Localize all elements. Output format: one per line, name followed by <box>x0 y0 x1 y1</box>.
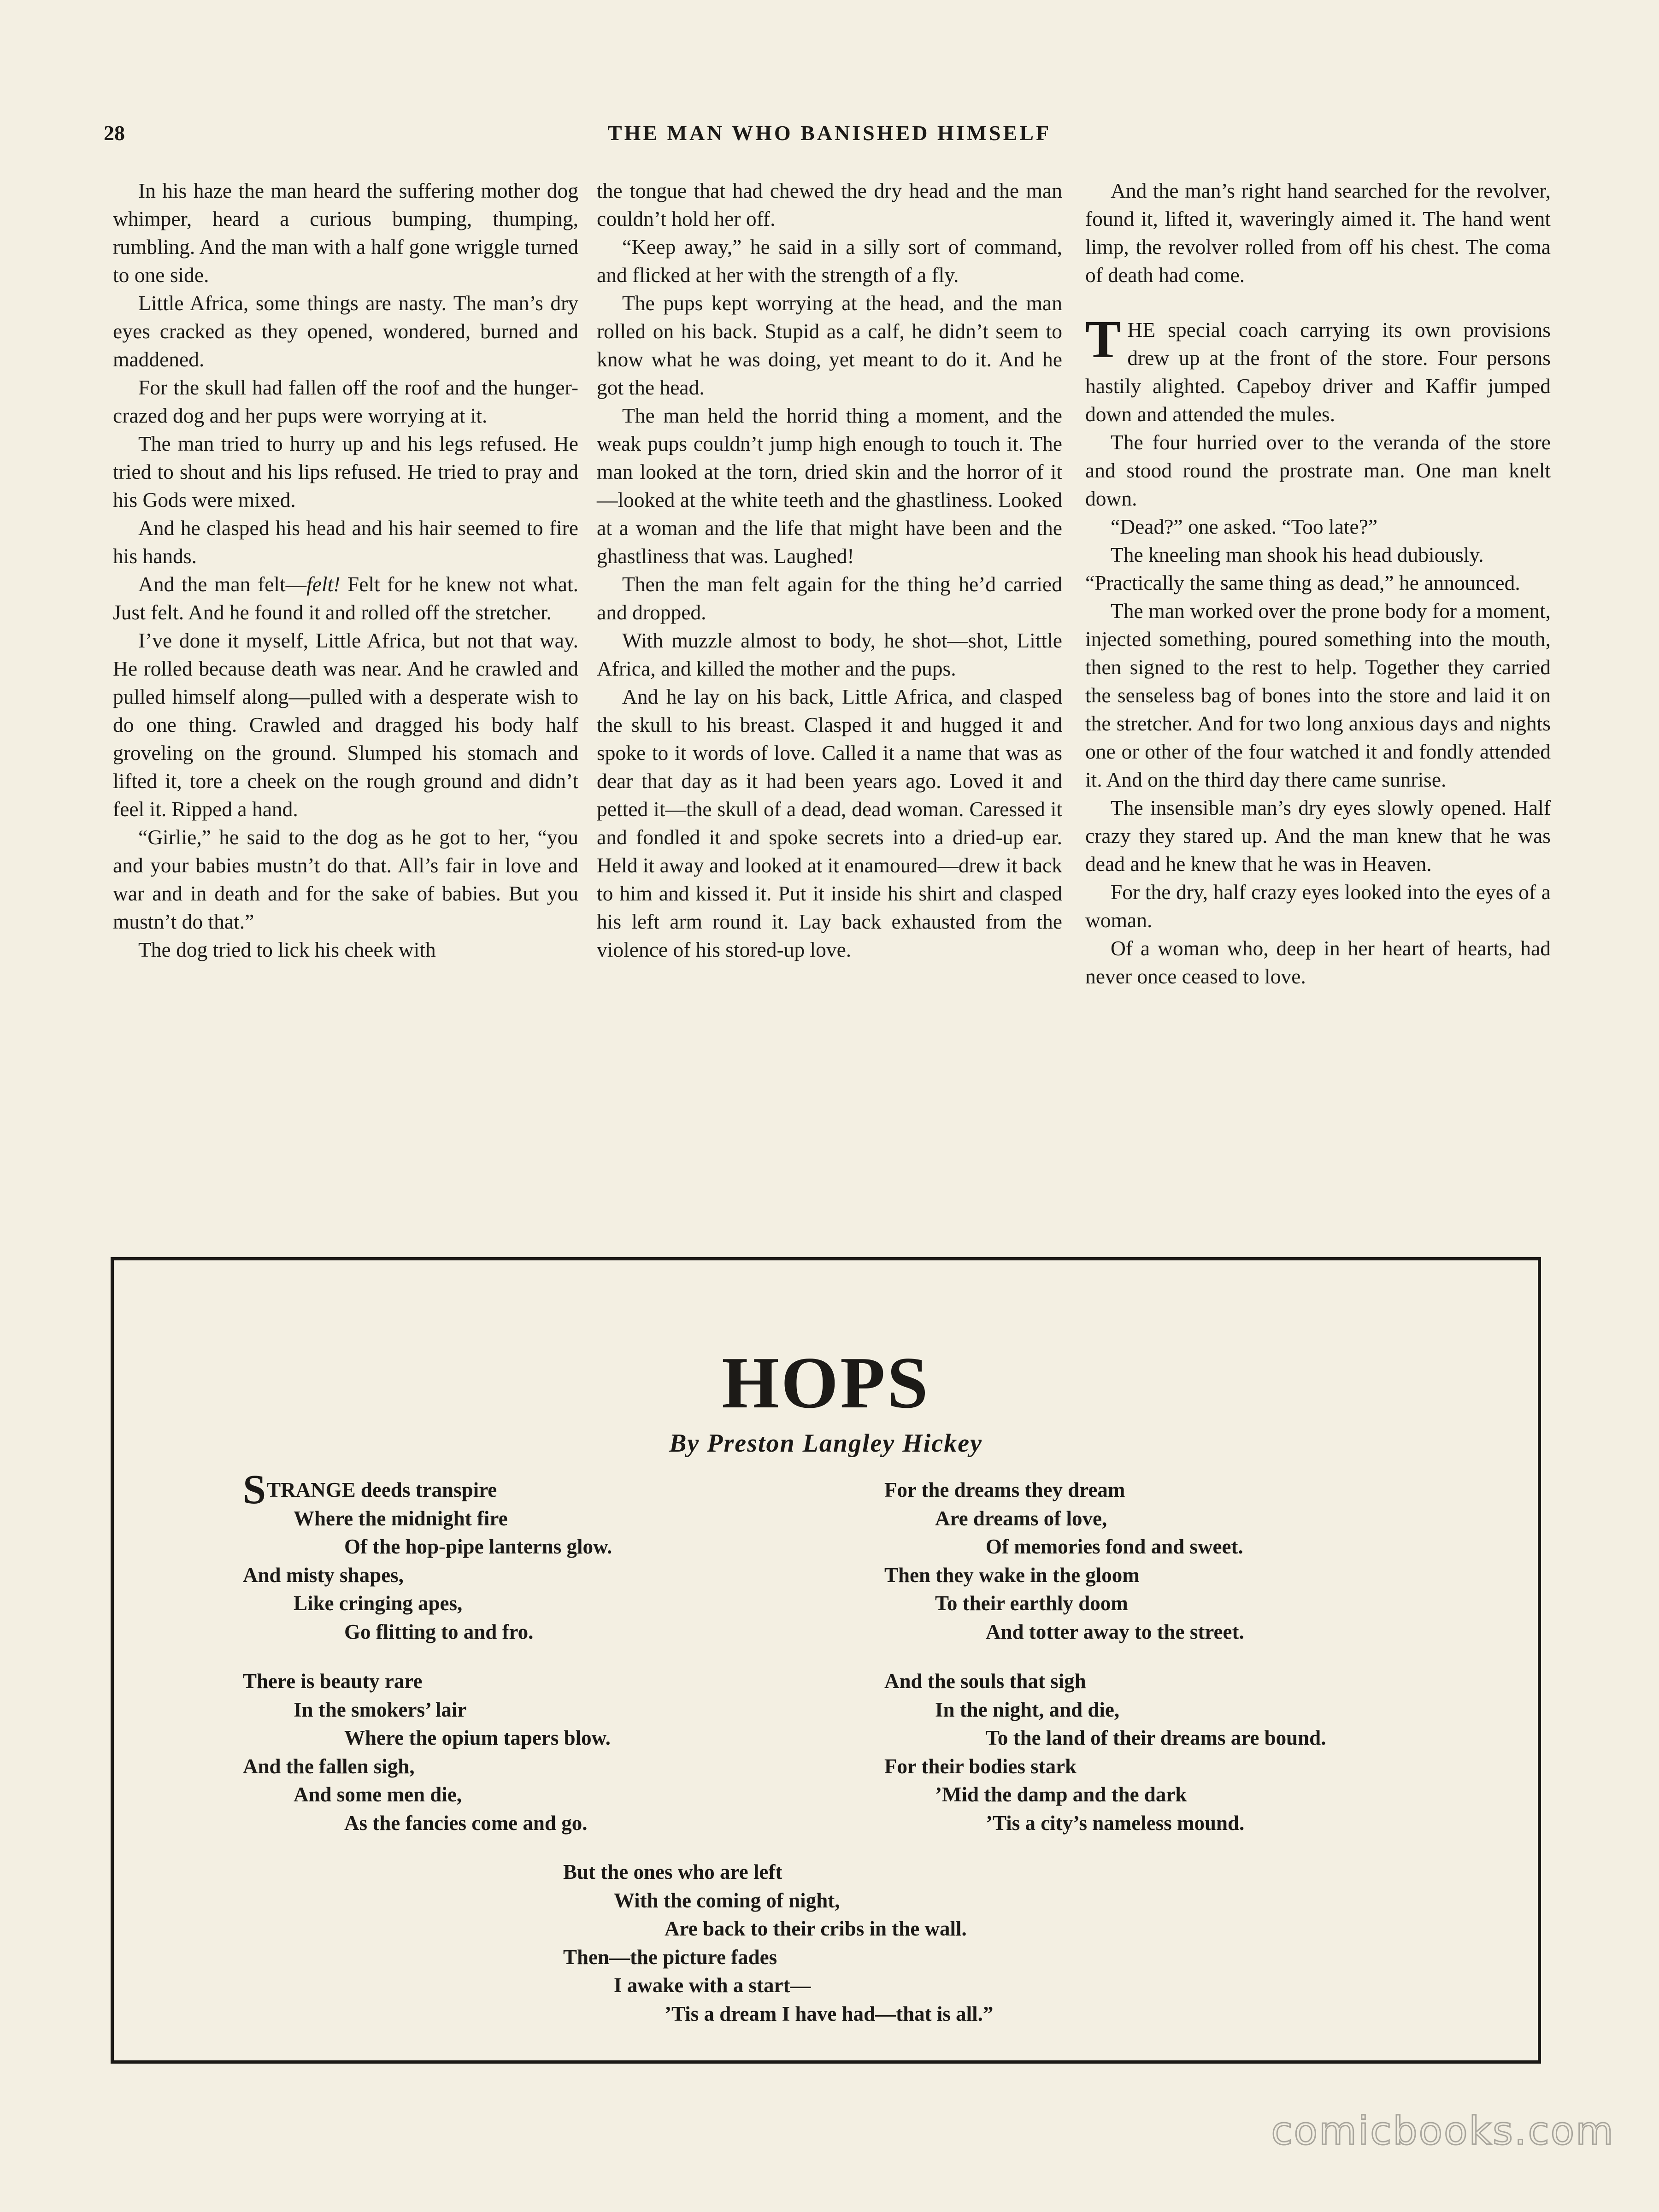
paragraph: For the dry, half crazy eyes looked into the eyes of a woman. <box>1085 880 1551 932</box>
paragraph: The man worked over the prone body for a moment, injected something, poured something into the mouth, then signed to the rest to help. Together they carried the senseless bag of bones into the store and laid it on the stretcher. And for two long anxious days and nights one or other of the four watched it and fondly attended it. And on the third day there came sunrise. <box>1085 599 1551 791</box>
poem-line: In the night, and die, <box>935 1698 1120 1721</box>
paragraph: I’ve done it myself, Little Africa, but not that way. He rolled because death was near. And he crawled and pulled himself along—pulled with a desperate wish to do one thing. Crawled and dragged his body half groveling on the ground. Slumped his stomach and lifted it, tore a cheek on the rough ground and didn’t feel it. Ripped a hand. <box>113 629 578 821</box>
poem-box <box>111 1257 1541 2064</box>
section-start-paragraph <box>1085 310 1551 428</box>
poem-line: ’Tis a city’s nameless mound. <box>986 1811 1245 1835</box>
paragraph: the tongue that had chewed the dry head and the man couldn’t hold her off. <box>597 179 1062 230</box>
felt-before: And the man felt— <box>138 572 307 596</box>
story-column-3 <box>1085 176 1551 990</box>
poem-line: To their earthly doom <box>935 1592 1128 1615</box>
poem-line: With the coming of night, <box>614 1888 840 1912</box>
paragraph: In his haze the man heard the suffering mother dog whimper, heard a curious bumping, thumping, rumbling. And the man with a half gone wriggle turned to one side. <box>113 179 578 287</box>
poem-stanza-4 <box>884 1667 1326 1837</box>
page-number: 28 <box>104 121 125 145</box>
paragraph: The dog tried to lick his cheek with <box>138 938 436 961</box>
poem-line: Where the opium tapers blow. <box>344 1726 611 1749</box>
poem-line: Then they wake in the gloom <box>884 1563 1140 1587</box>
poem-line: For their bodies stark <box>884 1754 1077 1778</box>
paragraph: “Girlie,” he said to the dog as he got to her, “you and your babies mustn’t do that. All’s fair in love and war and in death and for the sake of babies. But you mustn’t do that.” <box>113 825 578 933</box>
poem-stanza-5 <box>563 1858 993 2028</box>
paragraph: Then the man felt again for the thing he’d carried and dropped. <box>597 572 1062 624</box>
poem-line: STRANGE deeds transpire <box>243 1467 497 1512</box>
poem-line: And totter away to the street. <box>986 1620 1244 1643</box>
watermark: comicbooks.com <box>1271 2108 1615 2153</box>
paragraph: And the man’s right hand searched for the revolver, found it, lifted it, waveringly aimed it. The hand went limp, the revolver rolled from off his chest. The coma of death had come. <box>1085 179 1551 287</box>
poem-drop-cap: S <box>243 1467 266 1512</box>
poem-author: By Preston Langley Hickey <box>669 1429 982 1458</box>
paragraph: And he lay on his back, Little Africa, and clasped the skull to his breast. Clasped it and hugged it and spoke to it words of love. Called it a name that was as dear that day as it had been years ago. Loved it and petted it—the skull of a dead, dead woman. Caressed it and fondled it and spoke secrets into a dried-up ear. Held it away and looked at it enamoured—drew it back to him and kissed it. Put it inside his shirt and clasped his left arm round it. Lay back exhausted from the violence of his stored-up love. <box>597 685 1062 961</box>
poem-line: Of memories fond and sweet. <box>986 1535 1243 1558</box>
poem-line: But the ones who are left <box>563 1860 782 1883</box>
poem-line: There is beauty rare <box>243 1670 423 1693</box>
poem-stanza-3 <box>884 1476 1244 1646</box>
felt-after: Felt for he knew not what. Just felt. And he found it and rolled off the stretcher. <box>113 572 578 624</box>
poem-line: And the fallen sigh, <box>243 1754 415 1778</box>
poem-line: For the dreams they dream <box>884 1478 1125 1501</box>
poem-line: To the land of their dreams are bound. <box>986 1726 1326 1749</box>
paragraph: The insensible man’s dry eyes slowly opened. Half crazy they stared up. And the man knew that he was dead and he knew that he was in Heaven. <box>1085 796 1551 876</box>
poem-title: HOPS <box>722 1341 930 1424</box>
page-header <box>104 121 1555 153</box>
poem-line: And the souls that sigh <box>884 1670 1086 1693</box>
poem-line: Are dreams of love, <box>935 1506 1107 1530</box>
paragraph: Little Africa, some things are nasty. The man’s dry eyes cracked as they opened, wondered, burned and maddened. <box>113 291 578 371</box>
paragraph: The man held the horrid thing a moment, and the weak pups couldn’t jump high enough to touch it. The man looked at the torn, dried skin and the horror of it—looked at the white teeth and the ghastliness. Looked at a woman and the life that might have been and the ghastliness that was. Laughed! <box>597 404 1062 568</box>
drop-cap: T <box>1085 310 1121 369</box>
paragraph: “Practically the same thing as dead,” he announced. <box>1085 571 1520 594</box>
poem-line: And some men die, <box>294 1783 462 1806</box>
story-column-2 <box>597 176 1062 964</box>
poem-line: ’Mid the damp and the dark <box>935 1783 1187 1806</box>
paragraph: “Keep away,” he said in a silly sort of command, and flicked at her with the strength of a fly. <box>597 235 1062 287</box>
story-column-1 <box>113 176 578 964</box>
poem-line: Go flitting to and fro. <box>344 1620 534 1643</box>
paragraph: With muzzle almost to body, he shot—shot, Little Africa, and killed the mother and the pups. <box>597 629 1062 680</box>
poem-line: As the fancies come and go. <box>344 1811 588 1835</box>
paragraph: The pups kept worrying at the head, and the man rolled on his back. Stupid as a calf, he didn’t seem to know what he was doing, yet meant to do it. And he got the head. <box>597 291 1062 399</box>
paragraph: The man tried to hurry up and his legs refused. He tried to shout and his lips refused. He tried to pray and his Gods were mixed. <box>113 432 578 512</box>
felt-italic: felt! <box>306 572 341 596</box>
poem-line: Then—the picture fades <box>563 1945 777 1969</box>
poem-line: And misty shapes, <box>243 1563 404 1587</box>
poem-line: I awake with a start— <box>614 1974 811 1997</box>
poem-line: Are back to their cribs in the wall. <box>665 1917 967 1940</box>
poem-line: In the smokers’ lair <box>294 1698 467 1721</box>
paragraph: The kneeling man shook his head dubiously. <box>1111 543 1484 566</box>
poem-stanza-1 <box>243 1467 612 1646</box>
poem-line: Like cringing apes, <box>294 1592 463 1615</box>
paragraph-felt <box>113 570 578 626</box>
poem-stanza-2 <box>243 1667 611 1837</box>
dropcap-rest: HE special coach carrying its own provisions drew up at the front of the store. Four persons hastily alighted. Capeboy driver and Kaffir jumped down and attended the mules. <box>1085 318 1551 426</box>
paragraph: Of a woman who, deep in her heart of hearts, had never once ceased to love. <box>1085 936 1551 988</box>
paragraph: The four hurried over to the veranda of the store and stood round the prostrate man. One man knelt down. <box>1085 430 1551 510</box>
running-title: THE MAN WHO BANISHED HIMSELF <box>607 121 1052 145</box>
paragraph: And he clasped his head and his hair seemed to fire his hands. <box>113 516 578 568</box>
poem-line: Of the hop-pipe lanterns glow. <box>344 1535 612 1558</box>
poem-line: ’Tis a dream I have had—that is all.” <box>665 2002 994 2025</box>
paragraph: “Dead?” one asked. “Too late?” <box>1111 515 1378 538</box>
poem-line: Where the midnight fire <box>294 1506 508 1530</box>
paragraph: For the skull had fallen off the roof and the hunger-crazed dog and her pups were worrying at it. <box>113 376 578 427</box>
